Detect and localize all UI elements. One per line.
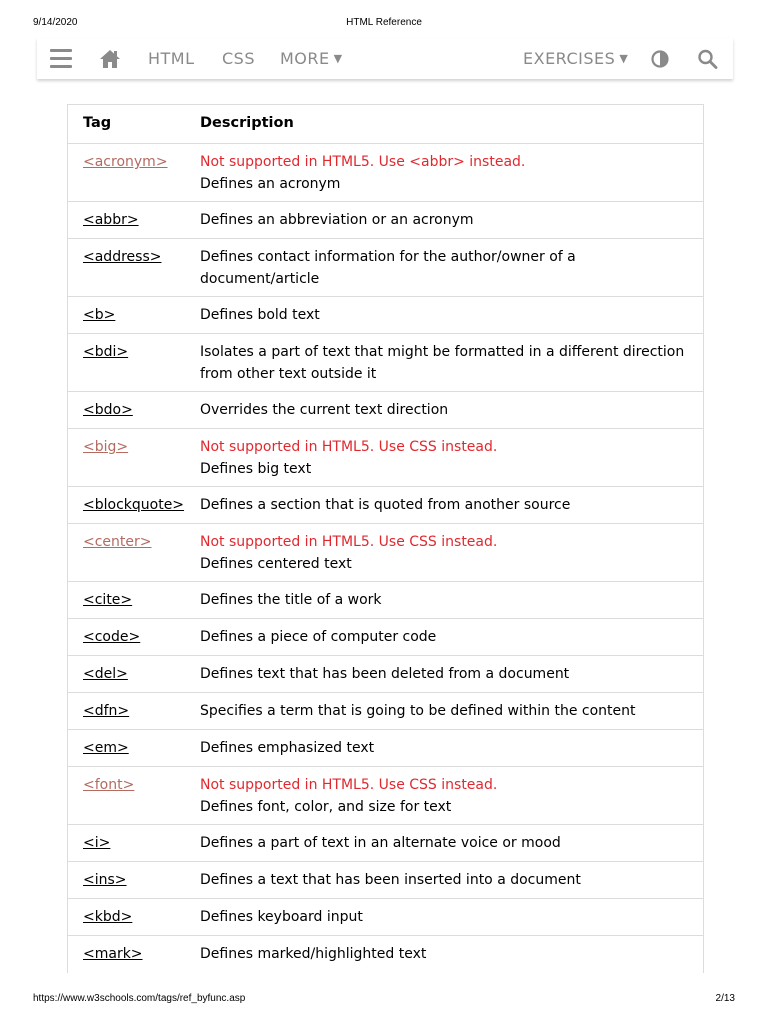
contrast-icon[interactable] bbox=[650, 49, 670, 69]
tag-description: Defines font, color, and size for text bbox=[200, 798, 452, 815]
description-cell bbox=[200, 144, 703, 202]
tag-cell bbox=[68, 524, 200, 582]
tag-description: Defines a piece of computer code bbox=[200, 629, 437, 645]
table-row bbox=[68, 582, 703, 619]
tag-cell bbox=[68, 693, 200, 730]
description-cell bbox=[200, 487, 703, 524]
search-icon[interactable] bbox=[697, 49, 719, 69]
tag-link[interactable]: <bdo> bbox=[83, 402, 133, 418]
table-row bbox=[68, 524, 703, 582]
tag-link[interactable]: <blockquote> bbox=[83, 497, 185, 513]
tag-cell bbox=[68, 239, 200, 297]
tag-cell bbox=[68, 429, 200, 487]
caret-down-icon: ▼ bbox=[619, 52, 629, 65]
print-date: 9/14/2020 bbox=[33, 17, 78, 28]
tag-description: Defines contact information for the author/owner of a document/article bbox=[200, 249, 576, 287]
nav-html[interactable]: HTML bbox=[148, 49, 195, 68]
deprecation-warning: Not supported in HTML5. Use CSS instead. bbox=[200, 534, 498, 550]
table-row bbox=[68, 297, 703, 334]
table-row bbox=[68, 825, 703, 862]
nav-more-label: MORE bbox=[280, 49, 330, 68]
table-row bbox=[68, 144, 703, 202]
tag-cell bbox=[68, 202, 200, 239]
description-cell bbox=[200, 202, 703, 239]
description-cell bbox=[200, 730, 703, 767]
tag-link[interactable]: <del> bbox=[83, 666, 128, 682]
description-cell bbox=[200, 619, 703, 656]
table-row bbox=[68, 656, 703, 693]
print-url: https://www.w3schools.com/tags/ref_byfunc.asp bbox=[33, 993, 246, 1004]
home-icon[interactable] bbox=[99, 49, 121, 69]
description-cell bbox=[200, 862, 703, 899]
column-header-description: Description bbox=[200, 115, 294, 132]
tag-description: Defines emphasized text bbox=[200, 740, 375, 756]
description-cell bbox=[200, 582, 703, 619]
tag-cell bbox=[68, 297, 200, 334]
tag-link[interactable]: <b> bbox=[83, 307, 116, 323]
tag-cell bbox=[68, 936, 200, 973]
tag-description: Defines an abbreviation or an acronym bbox=[200, 212, 474, 228]
tag-link[interactable]: <dfn> bbox=[83, 703, 130, 719]
deprecation-warning: Not supported in HTML5. Use CSS instead. bbox=[200, 777, 498, 793]
tag-description: Defines a part of text in an alternate voice or mood bbox=[200, 835, 561, 851]
tag-link[interactable]: <big> bbox=[83, 439, 129, 455]
tag-link[interactable]: <center> bbox=[83, 534, 152, 550]
nav-css[interactable]: CSS bbox=[222, 49, 255, 68]
nav-more[interactable] bbox=[280, 38, 343, 79]
tag-description: Isolates a part of text that might be formatted in a different direction from other text outside it bbox=[200, 344, 685, 382]
description-cell bbox=[200, 656, 703, 693]
description-cell bbox=[200, 899, 703, 936]
tag-description: Defines centered text bbox=[200, 555, 352, 572]
nav-exercises[interactable] bbox=[523, 38, 628, 79]
description-cell bbox=[200, 429, 703, 487]
tag-cell bbox=[68, 487, 200, 524]
table-row bbox=[68, 899, 703, 936]
tag-cell bbox=[68, 656, 200, 693]
tag-cell bbox=[68, 144, 200, 202]
table-header-row bbox=[68, 105, 703, 144]
nav-exercises-label: EXERCISES bbox=[523, 49, 616, 68]
tag-description: Defines marked/highlighted text bbox=[200, 946, 427, 962]
tag-link[interactable]: <abbr> bbox=[83, 212, 139, 228]
table-row bbox=[68, 693, 703, 730]
description-cell bbox=[200, 825, 703, 862]
table-row bbox=[68, 239, 703, 297]
tag-link[interactable]: <bdi> bbox=[83, 344, 129, 360]
table-row bbox=[68, 730, 703, 767]
description-cell bbox=[200, 524, 703, 582]
deprecation-warning: Not supported in HTML5. Use CSS instead. bbox=[200, 439, 498, 455]
tag-cell bbox=[68, 730, 200, 767]
tag-cell bbox=[68, 619, 200, 656]
tag-description: Specifies a term that is going to be defined within the content bbox=[200, 703, 636, 719]
table-row bbox=[68, 862, 703, 899]
print-footer bbox=[0, 993, 768, 1007]
tag-description: Defines the title of a work bbox=[200, 592, 382, 608]
tag-link[interactable]: <ins> bbox=[83, 872, 127, 888]
tag-link[interactable]: <em> bbox=[83, 740, 129, 756]
tag-link[interactable]: <cite> bbox=[83, 592, 133, 608]
table-row bbox=[68, 429, 703, 487]
description-cell bbox=[200, 334, 703, 392]
description-cell bbox=[200, 936, 703, 973]
tag-reference-table bbox=[67, 104, 704, 973]
tag-description: Defines bold text bbox=[200, 307, 320, 323]
tag-description: Defines keyboard input bbox=[200, 909, 363, 925]
caret-down-icon: ▼ bbox=[333, 52, 343, 65]
print-header bbox=[0, 17, 768, 31]
tag-link[interactable]: <code> bbox=[83, 629, 141, 645]
tag-cell bbox=[68, 392, 200, 429]
table-row bbox=[68, 487, 703, 524]
description-cell bbox=[200, 297, 703, 334]
tag-description: Defines a text that has been inserted into a document bbox=[200, 872, 581, 888]
menu-icon[interactable] bbox=[50, 49, 72, 69]
description-cell bbox=[200, 392, 703, 429]
description-cell bbox=[200, 239, 703, 297]
tag-cell bbox=[68, 862, 200, 899]
tag-cell bbox=[68, 334, 200, 392]
table-row bbox=[68, 392, 703, 429]
tag-link[interactable]: <kbd> bbox=[83, 909, 133, 925]
tag-link[interactable]: <acronym> bbox=[83, 154, 168, 170]
tag-description: Overrides the current text direction bbox=[200, 402, 449, 418]
tag-description: Defines a section that is quoted from another source bbox=[200, 497, 571, 513]
tag-cell bbox=[68, 825, 200, 862]
tag-description: Defines an acronym bbox=[200, 175, 341, 192]
tag-description: Defines text that has been deleted from a document bbox=[200, 666, 570, 682]
table-row bbox=[68, 202, 703, 239]
description-cell bbox=[200, 693, 703, 730]
deprecation-warning: Not supported in HTML5. Use <abbr> instead. bbox=[200, 154, 526, 170]
table-row bbox=[68, 334, 703, 392]
tag-link[interactable]: <mark> bbox=[83, 946, 143, 962]
tag-cell bbox=[68, 899, 200, 936]
table-row bbox=[68, 619, 703, 656]
tag-link[interactable]: <font> bbox=[83, 777, 135, 793]
table-row bbox=[68, 936, 703, 973]
tag-cell bbox=[68, 767, 200, 825]
table-row bbox=[68, 767, 703, 825]
print-title: HTML Reference bbox=[346, 17, 422, 28]
tag-link[interactable]: <address> bbox=[83, 249, 162, 265]
description-cell bbox=[200, 767, 703, 825]
tag-cell bbox=[68, 582, 200, 619]
column-header-tag: Tag bbox=[83, 115, 112, 132]
top-navbar bbox=[37, 38, 733, 79]
tag-link[interactable]: <i> bbox=[83, 835, 111, 851]
print-page-number: 2/13 bbox=[715, 993, 735, 1004]
tag-description: Defines big text bbox=[200, 460, 312, 477]
